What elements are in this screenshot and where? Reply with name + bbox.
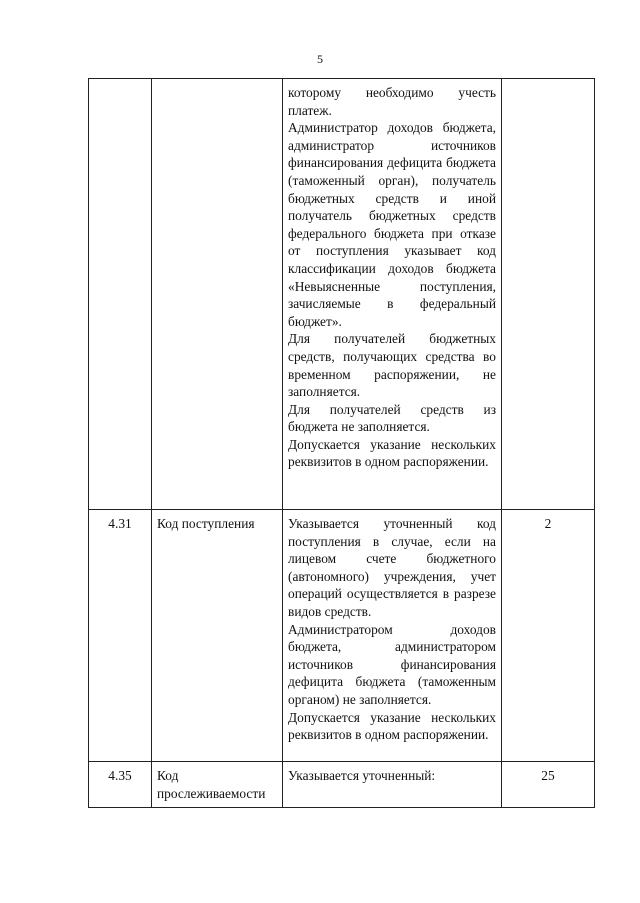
- row-description-cell: [283, 79, 502, 510]
- row-description-cell: [283, 762, 502, 808]
- description-paragraph: Для получателей средств из бюджета не заполняется.: [288, 401, 496, 435]
- description-paragraph: Для получателей бюджетных средств, получающих средства во временном распоряжении, не заполняется.: [288, 331, 496, 400]
- row-length-cell: [502, 79, 595, 510]
- description-paragraph: Указывается уточненный код поступления в случае, если на лицевом счете бюджетного (автономного) учреждения, учет операций осуществляется в разрезе видов средств.: [288, 516, 496, 619]
- page-number: 5: [317, 52, 323, 66]
- row-number-cell: 4.35: [89, 762, 152, 808]
- description-paragraph: Администратором доходов бюджета, администратором источников финансирования дефицита бюджета (таможенным органом) не заполняется.: [288, 621, 496, 707]
- row-description-cell: [283, 510, 502, 762]
- table-row: [89, 79, 595, 510]
- description-paragraph: которому необходимо учесть платеж.: [288, 85, 496, 118]
- row-name-cell: Код поступления: [152, 510, 283, 762]
- row-name-cell: Код прослеживаемости: [152, 762, 283, 808]
- table-row: [89, 510, 595, 762]
- row-length-cell: 25: [502, 762, 595, 808]
- description-paragraph: Допускается указание нескольких реквизитов в одном распоряжении.: [288, 436, 496, 470]
- description-paragraph: Допускается указание нескольких реквизитов в одном распоряжении.: [288, 709, 496, 743]
- row-length-cell: 2: [502, 510, 595, 762]
- requisites-table: [88, 78, 595, 808]
- row-name-cell: [152, 79, 283, 510]
- description-paragraph: Администратор доходов бюджета, администратор источников финансирования дефицита бюджета (таможенный орган), получатель бюджетных средств и иной получатель бюджетных средств федерального бюджета при отказе от поступления указывает код классификации доходов бюджета «Невыясненные поступления, зачисляемые в федеральный бюджет».: [288, 120, 496, 329]
- table-row: [89, 762, 595, 808]
- row-number-cell: 4.31: [89, 510, 152, 762]
- row-number-cell: [89, 79, 152, 510]
- description-paragraph: Указывается уточненный:: [288, 768, 436, 783]
